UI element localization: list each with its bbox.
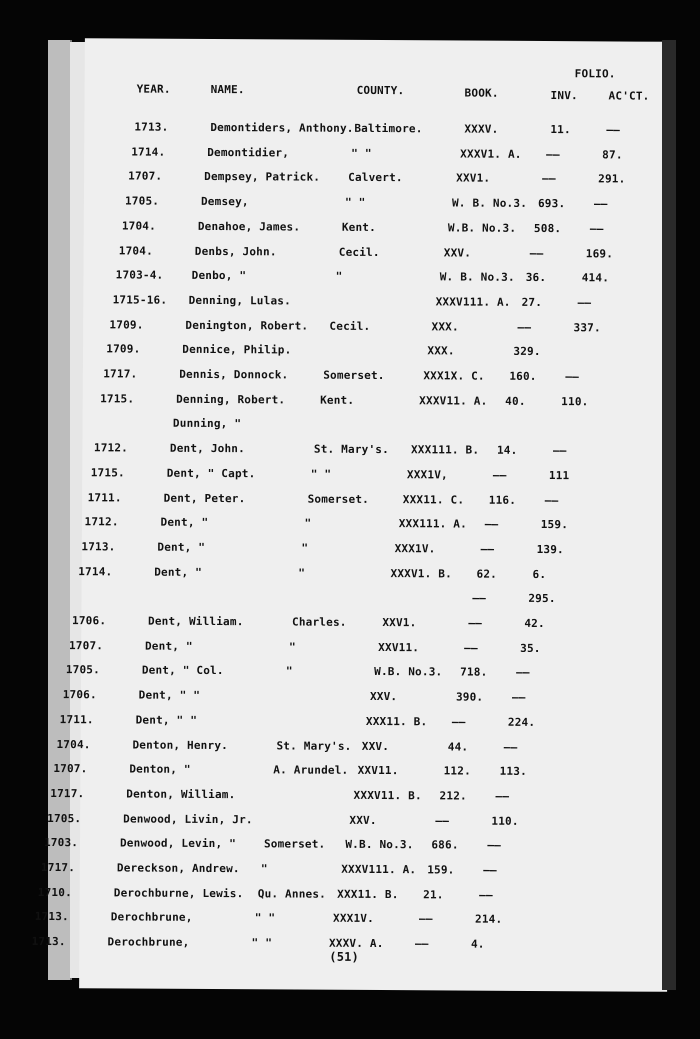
row-book-cell: W.B. No.3.: [374, 665, 443, 679]
row-name-cell: Dent, William.: [147, 614, 244, 629]
row-name-cell: Demsey,: [200, 195, 249, 209]
row-inv-cell: 11.: [550, 123, 571, 137]
row-book-cell: XXXV11. B.: [353, 788, 422, 803]
row-year-cell: 1715.: [90, 466, 125, 480]
row-county-cell: Charles.: [291, 615, 347, 629]
row-book-cell: XXV.: [369, 690, 398, 704]
row-book-cell: W. B. No.3.: [451, 196, 528, 211]
ledger-page: [31, 38, 673, 992]
row-acct-cell: 169.: [585, 246, 614, 260]
row-name-cell: Dent, ": [157, 540, 206, 554]
row-inv-cell: 160.: [509, 369, 537, 383]
row-year-cell: 1704.: [118, 243, 153, 258]
row-book-cell: XXXV1. B.: [390, 566, 452, 581]
row-name-cell: Denahoe, James.: [197, 219, 301, 234]
row-acct-cell: 6.: [532, 567, 547, 581]
row-inv-cell: ——: [517, 320, 532, 334]
row-acct-cell: 87.: [602, 148, 623, 162]
row-acct-cell: 337.: [573, 320, 601, 334]
row-inv-cell: 40.: [505, 394, 526, 408]
row-county-cell: Cecil.: [329, 319, 371, 333]
row-acct-cell: ——: [479, 888, 493, 902]
row-book-cell: XXX11. B.: [337, 887, 399, 901]
row-year-cell: 1704.: [56, 737, 91, 751]
row-year-cell: 1706.: [72, 614, 107, 628]
page-number: (51): [329, 949, 360, 964]
column-headers: [85, 38, 673, 103]
row-county-cell: ": [285, 664, 293, 678]
row-book-cell: XXX.: [431, 319, 459, 334]
row-name-cell: Dent, " Capt.: [166, 466, 256, 481]
row-county-cell: A. Arundel.: [273, 763, 349, 778]
row-inv-cell: 390.: [455, 690, 484, 704]
row-acct-cell: ——: [487, 838, 502, 853]
row-county-cell: " ": [254, 911, 276, 925]
row-acct-cell: 35.: [520, 641, 541, 655]
row-book-cell: XXX.: [427, 344, 455, 358]
row-book-cell: XXV.: [361, 739, 390, 753]
row-year-cell: 1713.: [31, 934, 66, 949]
row-acct-cell: 159.: [540, 518, 569, 532]
row-year-cell: 1714.: [131, 145, 166, 159]
header-year: YEAR.: [136, 82, 171, 96]
row-book-cell: XXXV1. A.: [460, 147, 522, 161]
row-book-cell: XXXV111. A.: [435, 295, 511, 309]
row-year-cell: 1707.: [68, 638, 104, 653]
row-name-cell: Denning, Lulas.: [188, 293, 291, 308]
row-name-cell: Dent, ": [144, 639, 193, 653]
row-county-cell: Calvert.: [348, 171, 403, 185]
row-inv-cell: 508.: [533, 221, 562, 235]
row-book-cell: XXX111. B.: [410, 443, 480, 457]
row-year-cell: 1711.: [87, 490, 122, 504]
row-inv-cell: 693.: [537, 197, 566, 211]
row-year-cell: 1717.: [40, 860, 76, 875]
row-year-cell: 1707.: [53, 762, 88, 776]
row-acct-cell: 214.: [474, 913, 503, 927]
row-acct-cell: 4.: [470, 937, 485, 951]
row-county-cell: ": [304, 516, 312, 530]
row-book-cell: W. B. No.3.: [439, 270, 515, 285]
header-book: BOOK.: [464, 86, 499, 100]
row-inv-cell: ——: [464, 641, 478, 655]
row-name-cell: Denwood, Levin, ": [119, 836, 237, 851]
row-name-cell: Dennis, Donnock.: [179, 367, 289, 382]
row-name-cell: Denning, Robert.: [176, 392, 286, 407]
row-book-cell: XXV1.: [382, 616, 417, 630]
row-name-cell: Dent, Peter.: [163, 491, 246, 505]
row-book-cell: XXX11. B.: [365, 714, 428, 729]
row-name-cell: Denington, Robert.: [185, 318, 309, 333]
row-year-cell: 1717.: [50, 786, 85, 801]
row-inv-cell: 212.: [439, 789, 467, 803]
row-county-cell: " ": [251, 936, 273, 950]
row-year-cell: 1714.: [78, 564, 113, 578]
row-year-cell: 1712.: [93, 441, 129, 455]
row-inv-cell: 686.: [431, 838, 459, 852]
row-book-cell: W.B. No.3.: [447, 221, 517, 235]
row-acct-cell: 42.: [524, 616, 545, 631]
row-inv-cell: 27.: [521, 295, 543, 309]
row-acct-cell: 113.: [499, 764, 527, 779]
row-year-cell: 1704.: [121, 219, 157, 233]
row-county-cell: " ": [344, 195, 366, 210]
row-name-cell: Denbo, ": [191, 269, 247, 283]
row-inv-cell: ——: [484, 517, 499, 531]
row-name-cell: Denton, Henry.: [132, 738, 229, 752]
row-name-cell: Dent, " Col.: [141, 663, 224, 678]
row-book-cell: XXXV11. A.: [419, 393, 488, 408]
row-book-cell: XXX1X. C.: [423, 369, 485, 383]
row-acct-cell: 295.: [528, 592, 556, 606]
row-name-cell: Dunning, ": [172, 417, 242, 431]
row-book-cell: XXX1V.: [394, 542, 436, 556]
row-county-cell: Kent.: [341, 220, 377, 234]
row-county-cell: Cecil.: [338, 245, 380, 259]
row-book-cell: XXV.: [349, 813, 377, 827]
row-year-cell: 1705.: [65, 663, 101, 677]
row-inv-cell: ——: [435, 813, 450, 828]
row-name-cell: Dent, " ": [135, 713, 198, 727]
row-year-cell: 1706.: [62, 688, 97, 702]
row-inv-cell: ——: [492, 468, 507, 482]
row-inv-cell: 159.: [427, 863, 455, 877]
row-acct-cell: ——: [544, 493, 559, 507]
row-year-cell: 1703.: [43, 836, 79, 850]
row-county-cell: ": [301, 541, 309, 555]
row-year-cell: 1715.: [100, 392, 135, 406]
row-year-cell: 1703-4.: [115, 268, 164, 282]
row-inv-cell: ——: [480, 542, 495, 556]
row-name-cell: Dempsey, Patrick.: [204, 170, 321, 185]
row-inv-cell: ——: [468, 616, 483, 630]
row-name-cell: Denbs, John.: [194, 244, 277, 258]
row-name-cell: Demontidier,: [207, 145, 290, 160]
row-county-cell: ": [260, 862, 268, 876]
row-year-cell: 1707.: [128, 169, 163, 184]
row-book-cell: XXX11. C.: [402, 492, 465, 507]
row-book-cell: XXV1.: [456, 171, 491, 186]
row-acct-cell: ——: [511, 690, 526, 705]
row-county-cell: ": [288, 640, 296, 654]
row-county-cell: Qu. Annes.: [257, 886, 327, 901]
row-year-cell: 1712.: [84, 515, 119, 529]
row-acct-cell: ——: [483, 863, 497, 877]
row-inv-cell: 329.: [513, 345, 541, 359]
row-year-cell: 1710.: [37, 885, 72, 899]
row-year-cell: 1705.: [124, 194, 160, 208]
row-year-cell: 1709.: [106, 342, 141, 356]
row-acct-cell: 224.: [507, 715, 536, 729]
row-inv-cell: ——: [472, 591, 487, 605]
row-book-cell: W.B. No.3.: [345, 838, 414, 852]
row-name-cell: Denwood, Livin, Jr.: [123, 812, 253, 826]
row-county-cell: Somerset.: [323, 368, 385, 383]
row-inv-cell: 718.: [460, 665, 488, 680]
row-book-cell: XXX1V,: [406, 467, 448, 482]
row-inv-cell: 14.: [496, 443, 518, 457]
row-acct-cell: ——: [577, 296, 592, 310]
row-name-cell: Denton, William.: [126, 787, 236, 802]
row-year-cell: 1713.: [81, 540, 116, 554]
row-inv-cell: ——: [542, 172, 556, 186]
row-year-cell: 1713.: [134, 120, 169, 134]
row-county-cell: Somerset.: [263, 837, 326, 851]
row-acct-cell: 139.: [536, 542, 564, 557]
row-inv-cell: ——: [529, 246, 544, 260]
row-book-cell: XXX111. A.: [398, 517, 468, 531]
row-inv-cell: ——: [418, 912, 433, 926]
row-inv-cell: ——: [414, 937, 429, 951]
row-acct-cell: 414.: [581, 271, 610, 285]
row-acct-cell: ——: [565, 370, 580, 384]
row-acct-cell: ——: [516, 666, 530, 680]
header-name: NAME.: [210, 82, 245, 97]
row-county-cell: " ": [310, 467, 332, 481]
row-county-cell: St. Mary's.: [313, 442, 390, 457]
row-year-cell: 1709.: [109, 317, 144, 332]
row-name-cell: Dent, " ": [138, 688, 201, 703]
row-acct-cell: 291.: [598, 172, 626, 186]
row-inv-cell: 112.: [443, 764, 471, 778]
row-name-cell: Dent, John.: [169, 441, 246, 456]
row-inv-cell: 62.: [476, 567, 498, 581]
header-folio: FOLIO.: [574, 67, 616, 81]
row-county-cell: Baltimore.: [354, 121, 423, 136]
row-county-cell: St. Mary's.: [276, 738, 352, 753]
row-county-cell: Somerset.: [307, 492, 370, 506]
row-year-cell: 1705.: [47, 811, 82, 825]
row-book-cell: XXV11.: [357, 764, 399, 778]
row-year-cell: 1713.: [34, 910, 69, 924]
row-name-cell: Dent, ": [154, 565, 203, 579]
row-year-cell: 1717.: [103, 367, 138, 381]
row-acct-cell: ——: [606, 123, 621, 137]
page-shadow: [662, 40, 676, 990]
row-name-cell: Dent, ": [160, 515, 209, 530]
header-acct: AC'CT.: [608, 89, 650, 103]
row-acct-cell: ——: [495, 789, 510, 803]
row-year-cell: 1711.: [59, 712, 94, 727]
row-name-cell: Derochbrune,: [107, 935, 190, 949]
row-inv-cell: ——: [546, 147, 560, 161]
row-acct-cell: ——: [589, 222, 604, 236]
row-acct-cell: ——: [503, 740, 518, 754]
row-county-cell: " ": [351, 146, 372, 160]
row-name-cell: Denton, ": [129, 762, 191, 777]
row-name-cell: Derochbrune,: [110, 910, 193, 925]
row-county-cell: ": [335, 269, 343, 283]
row-acct-cell: 111: [548, 468, 570, 482]
row-inv-cell: 36.: [525, 271, 547, 285]
row-acct-cell: 110.: [491, 814, 519, 828]
row-name-cell: Demontiders, Anthony.: [210, 120, 354, 135]
row-year-cell: 1715-16.: [112, 293, 168, 307]
row-book-cell: XXV11.: [378, 640, 420, 654]
row-book-cell: XXXV.: [464, 122, 499, 136]
row-acct-cell: ——: [552, 444, 567, 458]
row-book-cell: XXXV. A.: [328, 936, 384, 951]
header-inv: INV.: [550, 89, 578, 103]
row-name-cell: Dennice, Philip.: [182, 343, 292, 357]
row-county-cell: ": [298, 566, 306, 580]
row-name-cell: Derochburne, Lewis.: [113, 886, 244, 900]
row-inv-cell: 44.: [447, 739, 469, 754]
row-inv-cell: 21.: [423, 887, 444, 902]
row-book-cell: XXXV111. A.: [341, 862, 417, 877]
row-inv-cell: 116.: [488, 493, 517, 507]
row-inv-cell: ——: [451, 715, 466, 729]
row-acct-cell: ——: [593, 197, 608, 211]
row-book-cell: XXX1V.: [332, 912, 375, 926]
row-acct-cell: 110.: [561, 394, 589, 408]
row-book-cell: XXV.: [443, 245, 472, 260]
row-county-cell: Kent.: [320, 393, 355, 407]
row-name-cell: Dereckson, Andrew.: [116, 861, 240, 876]
header-county: COUNTY.: [356, 83, 405, 98]
